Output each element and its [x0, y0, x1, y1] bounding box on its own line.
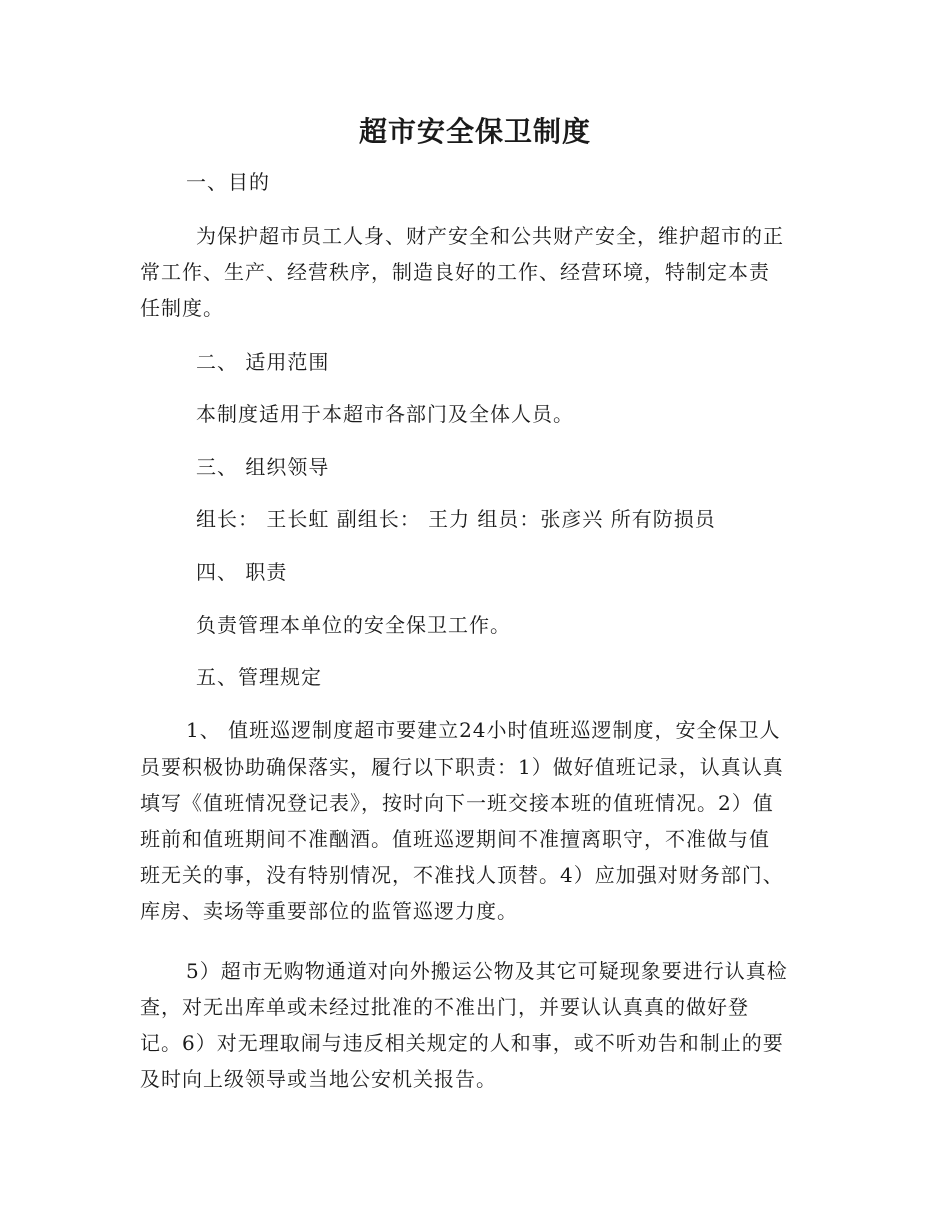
paragraph-line: 填写《值班情况登记表》，按时向下一班交接本班的值班情况。2）值 — [140, 791, 774, 815]
paragraph-line: 库房、卖场等重要部位的监管巡逻力度。 — [140, 899, 518, 923]
paragraph-line: 为保护超市员工人身、财产安全和公共财产安全，维护超市的正 — [196, 224, 784, 248]
paragraph-line: 班前和值班期间不准酗酒。值班巡逻期间不准擅离职守，不准做与值 — [140, 827, 770, 851]
section-heading-organization: 三、 组织领导 — [196, 455, 330, 479]
paragraph-line: 常工作、生产、经营秩序，制造良好的工作、经营环境，特制定本责 — [140, 260, 770, 284]
paragraph-line: 查，对无出库单或未经过批准的不准出门，并要认认真真的做好登 — [140, 995, 749, 1019]
paragraph-line: 负责管理本单位的安全保卫工作。 — [196, 613, 511, 637]
document-title: 超市安全保卫制度 — [358, 115, 591, 148]
paragraph-line: 任制度。 — [140, 296, 224, 320]
paragraph-line: 5）超市无购物通道对向外搬运公物及其它可疑现象要进行认真检 — [186, 959, 788, 983]
paragraph-line: 本制度适用于本超市各部门及全体人员。 — [196, 402, 574, 426]
section-heading-scope: 二、 适用范围 — [196, 350, 330, 374]
section-heading-purpose: 一、目的 — [186, 170, 270, 194]
section-heading-duties: 四、 职责 — [196, 560, 288, 584]
paragraph-line: 1、 值班巡逻制度超市要建立24小时值班巡逻制度，安全保卫人 — [186, 718, 781, 742]
paragraph-line: 组长： 王长虹 副组长： 王力 组员：张彦兴 所有防损员 — [196, 507, 716, 531]
paragraph-line: 记。6）对无理取闹与违反相关规定的人和事，或不听劝告和制止的要 — [140, 1031, 784, 1055]
paragraph-line: 员要积极协助确保落实，履行以下职责：1）做好值班记录，认真认真 — [140, 755, 784, 779]
paragraph-line: 班无关的事，没有特别情况，不准找人顶替。4）应加强对财务部门、 — [140, 863, 784, 887]
section-heading-rules: 五、管理规定 — [196, 665, 322, 689]
paragraph-line: 及时向上级领导或当地公安机关报告。 — [140, 1067, 497, 1091]
